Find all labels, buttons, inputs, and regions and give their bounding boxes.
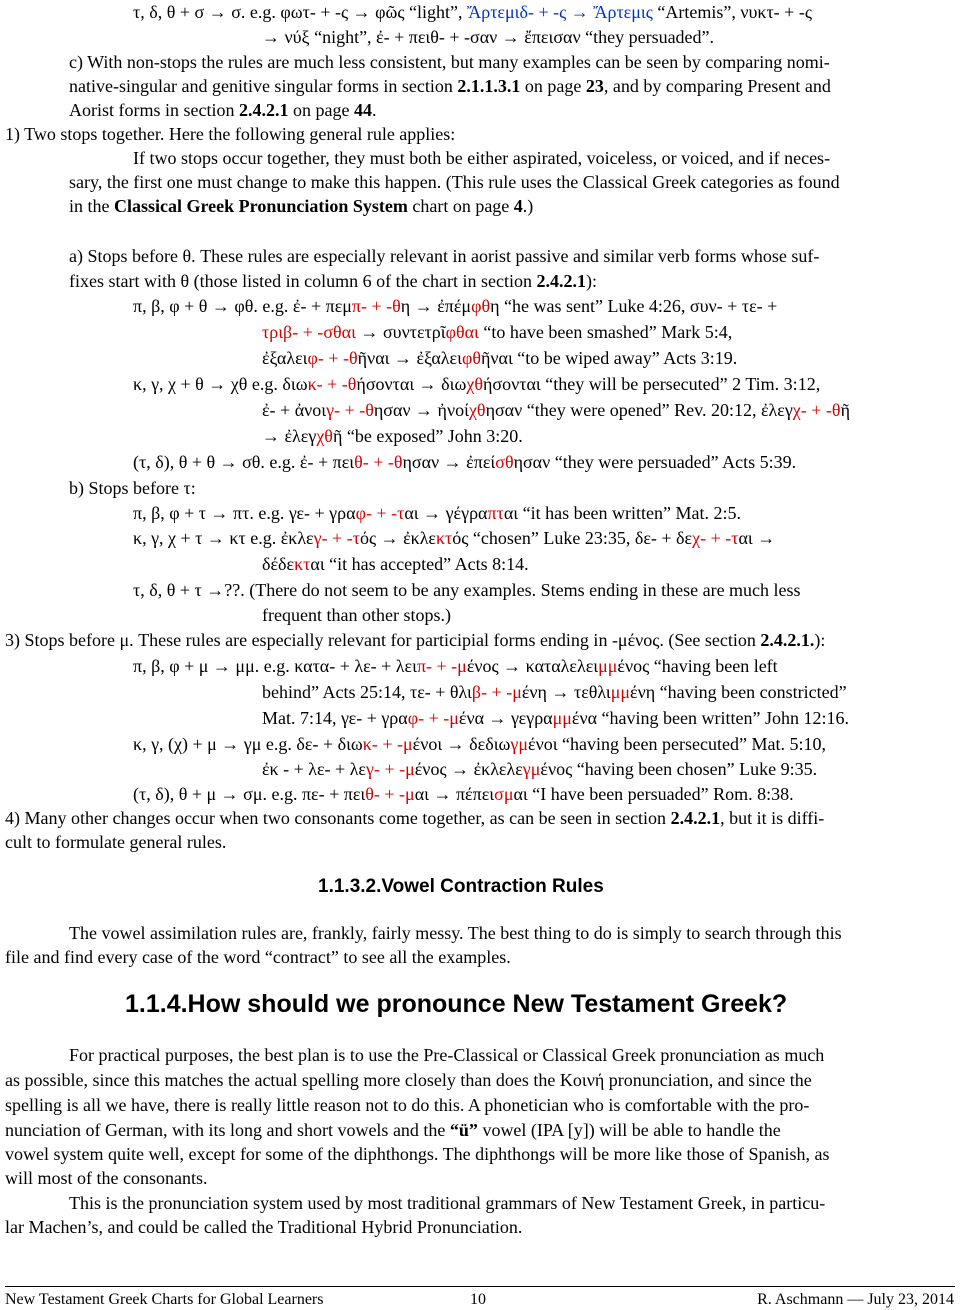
text-line (5, 806, 824, 830)
highlighted-text: β- + -μ (471, 682, 522, 702)
text-segment: “to have been smashed” Mark 5:4, (478, 322, 733, 342)
text-segment: For practical purposes, the best plan is to use the Pre-Classical or Classical Greek pronunciation as much (69, 1045, 825, 1065)
highlighted-text: κτ (294, 554, 311, 574)
text-segment: η “he was sent” Luke 4:26, συν- + τε- + (490, 296, 778, 316)
text-segment: (τ, δ), θ + θ → σθ. e.g. ἐ- + πει (133, 452, 355, 472)
footer-rule (5, 1286, 955, 1287)
highlighted-text: φ- + -θ (307, 348, 358, 368)
text-segment: δέδε (262, 554, 295, 574)
section-heading: 1.1.4.How should we pronounce New Testament Greek? (125, 990, 788, 1018)
text-segment: sary, the first one must change to make this happen. (This rule uses the Classical Greek categories as found (69, 172, 840, 192)
text-line (69, 98, 376, 122)
text-segment: π, β, φ + τ → πτ. e.g. γε- + γρα (133, 503, 356, 523)
text-segment: αι “it has been written” Mat. 2:5. (503, 503, 742, 523)
text-line (133, 0, 812, 24)
text-segment: π, β, φ + μ → μμ. e.g. κατα- + λε- + λει (133, 656, 417, 676)
text-segment: on page (288, 100, 354, 120)
text-line (69, 921, 842, 945)
bold-reference: 2.4.2.1 (536, 271, 587, 291)
highlighted-text: μμ (552, 708, 572, 728)
text-line (133, 654, 778, 678)
text-segment: ησαν “they were persuaded” Acts 5:39. (513, 452, 797, 472)
text-segment: c) With non-stops the rules are much less consistent, but many examples can be seen by comparing nomi- (69, 52, 830, 72)
bold-reference: 44 (353, 100, 372, 120)
highlighted-text: γ- + -τ (313, 528, 360, 548)
text-line (133, 526, 775, 550)
text-segment: ἐξαλει (262, 348, 308, 368)
highlighted-text: φ- + -μ (407, 708, 459, 728)
text-line (133, 450, 796, 474)
text-line (262, 706, 849, 730)
bold-reference: 2.4.2.1. (760, 630, 815, 650)
text-segment: ήσονται → διω (356, 374, 467, 394)
text-segment: αι “it has accepted” Acts 8:14. (310, 554, 529, 574)
text-segment: ένος “having been left (617, 656, 778, 676)
highlighted-text: σθ (495, 452, 514, 472)
highlighted-text: φθ (461, 348, 481, 368)
bold-reference: 23 (585, 76, 604, 96)
text-segment: If two stops occur together, they must both be either aspirated, voiceless, or voiced, and if neces- (133, 148, 831, 168)
text-line (133, 782, 794, 806)
text-line (69, 74, 831, 98)
highlighted-text: θ- + -μ (365, 784, 415, 804)
text-line (262, 680, 847, 704)
text-segment: → ἐλεγ (262, 426, 317, 446)
text-segment: as possible, since this matches the actual spelling more closely than does the Κοινή pronunciation, and since the (5, 1070, 812, 1090)
text-segment: ένη “having been constricted” (630, 682, 847, 702)
text-segment: , and by comparing Present and (603, 76, 831, 96)
text-segment: τ, δ, θ + τ →??. (There do not seem to be any examples. Stems ending in these are much less (133, 580, 801, 600)
text-segment: ένη → τεθλι (521, 682, 611, 702)
text-segment: αι “I have been persuaded” Rom. 8:38. (513, 784, 794, 804)
text-segment: Aorist forms in section (69, 100, 239, 120)
bold-reference: “ü” (449, 1120, 478, 1140)
text-segment: ῆ (840, 400, 850, 420)
text-segment: . (371, 100, 377, 120)
text-segment: lar Machen’s, and could be called the Traditional Hybrid Pronunciation. (5, 1217, 523, 1237)
text-segment: ησαν → ἐπεί (402, 452, 496, 472)
text-line (5, 1142, 830, 1166)
text-segment: ῆναι “to be wiped away” Acts 3:19. (480, 348, 738, 368)
text-segment: ): (586, 271, 598, 291)
text-segment: η → ἐπέμ (400, 296, 472, 316)
highlighted-text: κ- + -θ (307, 374, 357, 394)
bold-reference: 2.1.1.3.1 (457, 76, 521, 96)
footer-title: New Testament Greek Charts for Global Learners (5, 1291, 324, 1308)
footer-author-date: R. Aschmann — July 23, 2014 (757, 1291, 954, 1308)
text-segment: spelling is all we have, there is really little reason not to do this. A phonetician who is comfortable with the pro- (5, 1095, 810, 1115)
bold-reference: 2.4.2.1 (238, 100, 289, 120)
text-segment: ῆ “be exposed” John 3:20. (332, 426, 523, 446)
text-segment: κ, γ, χ + τ → κτ e.g. ἐκλε (133, 528, 314, 548)
text-segment: frequent than other stops.) (262, 605, 451, 625)
text-segment: vowel system quite well, except for some of the diphthongs. The diphthongs will be more like those of Spanish, as (5, 1144, 830, 1164)
text-line (133, 146, 830, 170)
text-line (69, 476, 196, 500)
text-line (5, 945, 511, 969)
text-segment: native-singular and genitive singular forms in section (69, 76, 458, 96)
text-segment: 3) Stops before μ. These rules are especially relevant for participial forms ending in -μένος. (See section (5, 630, 761, 650)
text-segment: ός → ἐκλε (359, 528, 436, 548)
highlighted-text: τριβ- + -σθαι (262, 322, 356, 342)
text-line (262, 320, 732, 344)
highlighted-text: φθαι (445, 322, 479, 342)
text-segment: → συντετρῖ (355, 322, 446, 342)
highlighted-text: γ- + -θ (326, 400, 374, 420)
text-segment: ένα “having been written” John 12:16. (571, 708, 849, 728)
text-segment: nunciation of German, with its long and short vowels and the (5, 1120, 450, 1140)
text-line (133, 578, 801, 602)
text-segment: in the (69, 196, 114, 216)
highlighted-text: χθ (316, 426, 333, 446)
text-segment: 4) Many other changes occur when two consonants come together, as can be seen in section (5, 808, 671, 828)
text-segment: ησαν → ἠνοί (373, 400, 469, 420)
text-segment: , but it is diffi- (720, 808, 825, 828)
text-segment: ένος → ἐκλελε (414, 759, 523, 779)
text-segment: τ, δ, θ + σ → σ. e.g. φωτ- + -ς → φῶς “light”, (133, 2, 467, 22)
text-segment: ήσονται “they will be persecuted” 2 Tim. 3:12, (482, 374, 821, 394)
highlighted-text: π- + -μ (416, 656, 467, 676)
bold-reference: Classical Greek Pronunciation System (114, 196, 408, 216)
text-line (69, 244, 819, 268)
highlighted-text: πτ (487, 503, 504, 523)
text-line (5, 1215, 522, 1239)
highlighted-text: γμ (510, 734, 529, 754)
text-segment: ένος “having been chosen” Luke 9:35. (540, 759, 818, 779)
text-segment: αι → πέπει (414, 784, 495, 804)
text-segment: cult to formulate general rules. (5, 832, 227, 852)
text-segment: ένοι → δεδιω (412, 734, 511, 754)
text-line (133, 294, 777, 318)
text-segment: κ, γ, (χ) + μ → γμ e.g. δε- + διω (133, 734, 363, 754)
text-segment: 1) Two stops together. Here the following general rule applies: (5, 124, 456, 144)
text-segment: ένα → γεγρα (458, 708, 553, 728)
text-segment: fixes start with θ (those listed in column 6 of the chart in section (69, 271, 537, 291)
text-segment: ένος → καταλελει (466, 656, 599, 676)
highlighted-text: μμ (610, 682, 631, 702)
text-segment: Mat. 7:14, γε- + γρα (262, 708, 408, 728)
text-segment: αι → γέγρα (404, 503, 488, 523)
text-segment: ησαν “they were opened” Rev. 20:12, ἐλεγ (485, 400, 793, 420)
highlighted-text: κτ (435, 528, 453, 548)
section-heading: 1.1.3.2.Vowel Contraction Rules (318, 876, 604, 897)
text-segment: on page (520, 76, 586, 96)
text-segment: vowel (IPA [y]) will be able to handle the (477, 1120, 781, 1140)
text-line (5, 1166, 207, 1190)
text-line (69, 170, 840, 194)
text-line (133, 501, 741, 525)
text-line (262, 603, 451, 627)
text-segment: will most of the consonants. (5, 1168, 208, 1188)
text-segment: ): (814, 630, 826, 650)
highlighted-text: χ- + -τ (692, 528, 739, 548)
highlighted-text: Ἄρτεμιδ- + -ς → Ἄρτεμις (466, 2, 653, 22)
highlighted-text: γμ (522, 759, 541, 779)
text-segment: The vowel assimilation rules are, frankly, fairly messy. The best thing to do is simply to search through this (69, 923, 842, 943)
highlighted-text: φθ (471, 296, 491, 316)
highlighted-text: γ- + -μ (366, 759, 415, 779)
highlighted-text: μμ (598, 656, 618, 676)
text-line (262, 346, 737, 370)
text-segment: ἐ- + ἀνοι (262, 400, 327, 420)
footer-page-number: 10 (470, 1291, 486, 1308)
text-segment: ένοι “having been persecuted” Mat. 5:10, (528, 734, 826, 754)
highlighted-text: π- + -θ (351, 296, 401, 316)
highlighted-text: κ- + -μ (362, 734, 413, 754)
highlighted-text: θ- + -θ (354, 452, 403, 472)
text-line (69, 50, 830, 74)
text-line (69, 1043, 824, 1067)
text-segment: αι → (738, 528, 776, 548)
highlighted-text: χθ (466, 374, 483, 394)
text-line (262, 25, 714, 49)
text-segment: file and find every case of the word “contract” to see all the examples. (5, 947, 511, 967)
text-segment: ῆναι → ἐξαλει (357, 348, 462, 368)
text-segment: b) Stops before τ: (69, 478, 196, 498)
bold-reference: 2.4.2.1 (670, 808, 721, 828)
highlighted-text: χθ (468, 400, 486, 420)
text-line (5, 628, 825, 652)
text-segment: This is the pronunciation system used by most traditional grammars of New Testament Greek, in particu- (69, 1193, 826, 1213)
text-line (262, 424, 523, 448)
text-segment: ἐκ - + λε- + λε (262, 759, 366, 779)
text-segment: κ, γ, χ + θ → χθ e.g. διω (133, 374, 308, 394)
text-line (69, 1191, 825, 1215)
text-segment: ός “chosen” Luke 23:35, δε- + δε (452, 528, 693, 548)
text-line (133, 732, 826, 756)
text-line (69, 269, 597, 293)
text-line (5, 830, 226, 854)
text-line (5, 1068, 812, 1092)
text-segment: chart on page (407, 196, 514, 216)
text-line (133, 372, 820, 396)
text-line (262, 757, 817, 781)
text-segment: .) (522, 196, 534, 216)
text-line (262, 398, 850, 422)
highlighted-text: χ- + -θ (792, 400, 841, 420)
text-line (5, 1118, 781, 1142)
text-segment: “Artemis”, νυκτ- + -ς (652, 2, 812, 22)
text-segment: (τ, δ), θ + μ → σμ. e.g. πε- + πει (133, 784, 366, 804)
text-segment: behind” Acts 25:14, τε- + θλι (262, 682, 472, 702)
text-line (5, 122, 455, 146)
bold-reference: 4 (513, 196, 523, 216)
text-segment: π, β, φ + θ → φθ. e.g. ἐ- + πεμ (133, 296, 352, 316)
text-line (5, 1093, 809, 1117)
text-segment: → νύξ “night”, ἐ- + πειθ- + -σαν → ἔπεισαν “they persuaded”. (262, 27, 715, 47)
text-segment: a) Stops before θ. These rules are especially relevant in aorist passive and similar verb forms whose suf- (69, 246, 820, 266)
highlighted-text: φ- + -τ (355, 503, 405, 523)
text-line (262, 552, 529, 576)
highlighted-text: σμ (494, 784, 514, 804)
text-line (69, 194, 533, 218)
